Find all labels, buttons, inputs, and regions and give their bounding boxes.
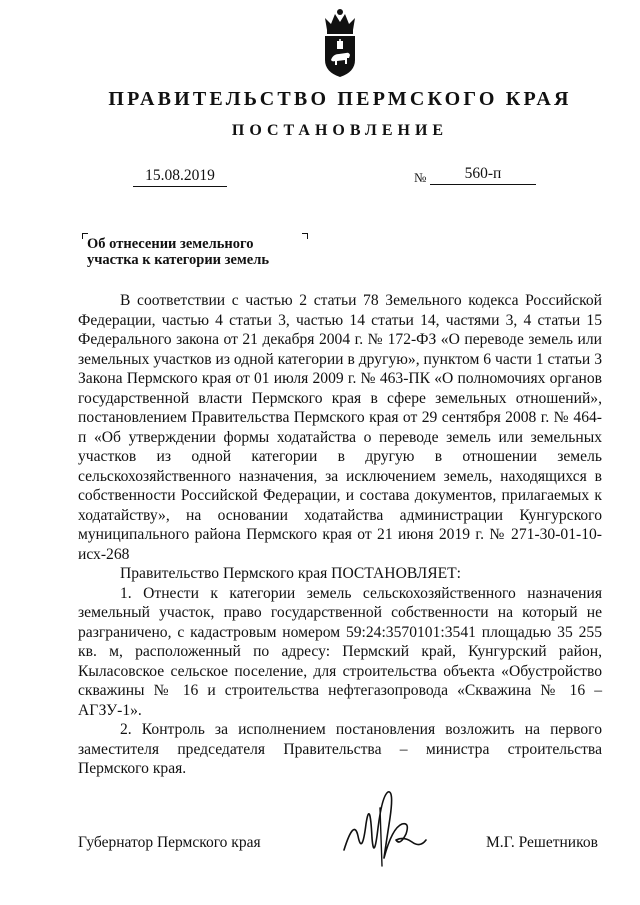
preamble-paragraph: В соответствии с частью 2 статьи 78 Земельного кодекса Российской Федерации, частью 4 статьи 3, частью 14 статьи 14, частями 3, 4 статьи 15 Федерального закона от 21 декабря 2004 г. № 172-ФЗ «О переводе земель или земельных участков из одной категории в другую», пунктом 6 части 1 статьи 3 Закона Пермского края от 01 июля 2009 г. № 463-ПК «О полномочиях органов государственной власти Пермского края в сфере земельных отношений», постановлением Правительства Пермского края от 29 сентября 2008 г. № 464-п «Об утверждении формы ходатайства о переводе земель или земельных участков из одной категории в другую в отношении земель сельскохозяйственного назначения, за исключением земель, находящихся в собственности Российской Федерации, и состава документов, прилагаемых к ходатайству», на основании ходатайства администрации Кунгурского муниципального района Пермского края от 21 июня 2019 г. № 271-30-01-10-исх-268 xyxy=(78,292,602,563)
document-number: 560-п xyxy=(430,164,536,185)
signatory-name: М.Г. Решетников xyxy=(486,834,598,851)
organization-title: ПРАВИТЕЛЬСТВО ПЕРМСКОГО КРАЯ xyxy=(108,88,572,110)
document-type: ПОСТАНОВЛЕНИЕ xyxy=(231,122,449,139)
handwritten-signature-icon xyxy=(340,778,430,870)
document-body xyxy=(78,291,602,779)
document-subject xyxy=(87,236,317,268)
subject-line-1: Об отнесении земельного xyxy=(87,236,254,252)
number-sign: № xyxy=(414,170,427,185)
document-date: 15.08.2019 xyxy=(133,166,227,187)
resolution-clause: Правительство Пермского края ПОСТАНОВЛЯЕТ: xyxy=(120,565,461,582)
item-2-paragraph: 2. Контроль за исполнением постановления возложить на первого заместителя председателя Правительства – министра строительства Пермского края. xyxy=(78,721,602,777)
subject-line-2: участка к категории земель xyxy=(87,252,270,268)
item-1-paragraph: 1. Отнести к категории земель сельскохозяйственного назначения земельный участок, право государственной собственности на который не разграничено, с кадастровым номером 59:24:3570101:3541 площадью 35 255 кв. м, расположенный по адресу: Пермский край, Кунгурский район, Кыласовское сельское поселение, для строительства объекта «Обустройство скважины № 16 и строительства нефтегазопровода «Скважина № 16 – АГЗУ-1». xyxy=(78,584,602,719)
coat-of-arms-icon xyxy=(319,8,361,78)
signatory-position: Губернатор Пермского края xyxy=(78,834,261,851)
